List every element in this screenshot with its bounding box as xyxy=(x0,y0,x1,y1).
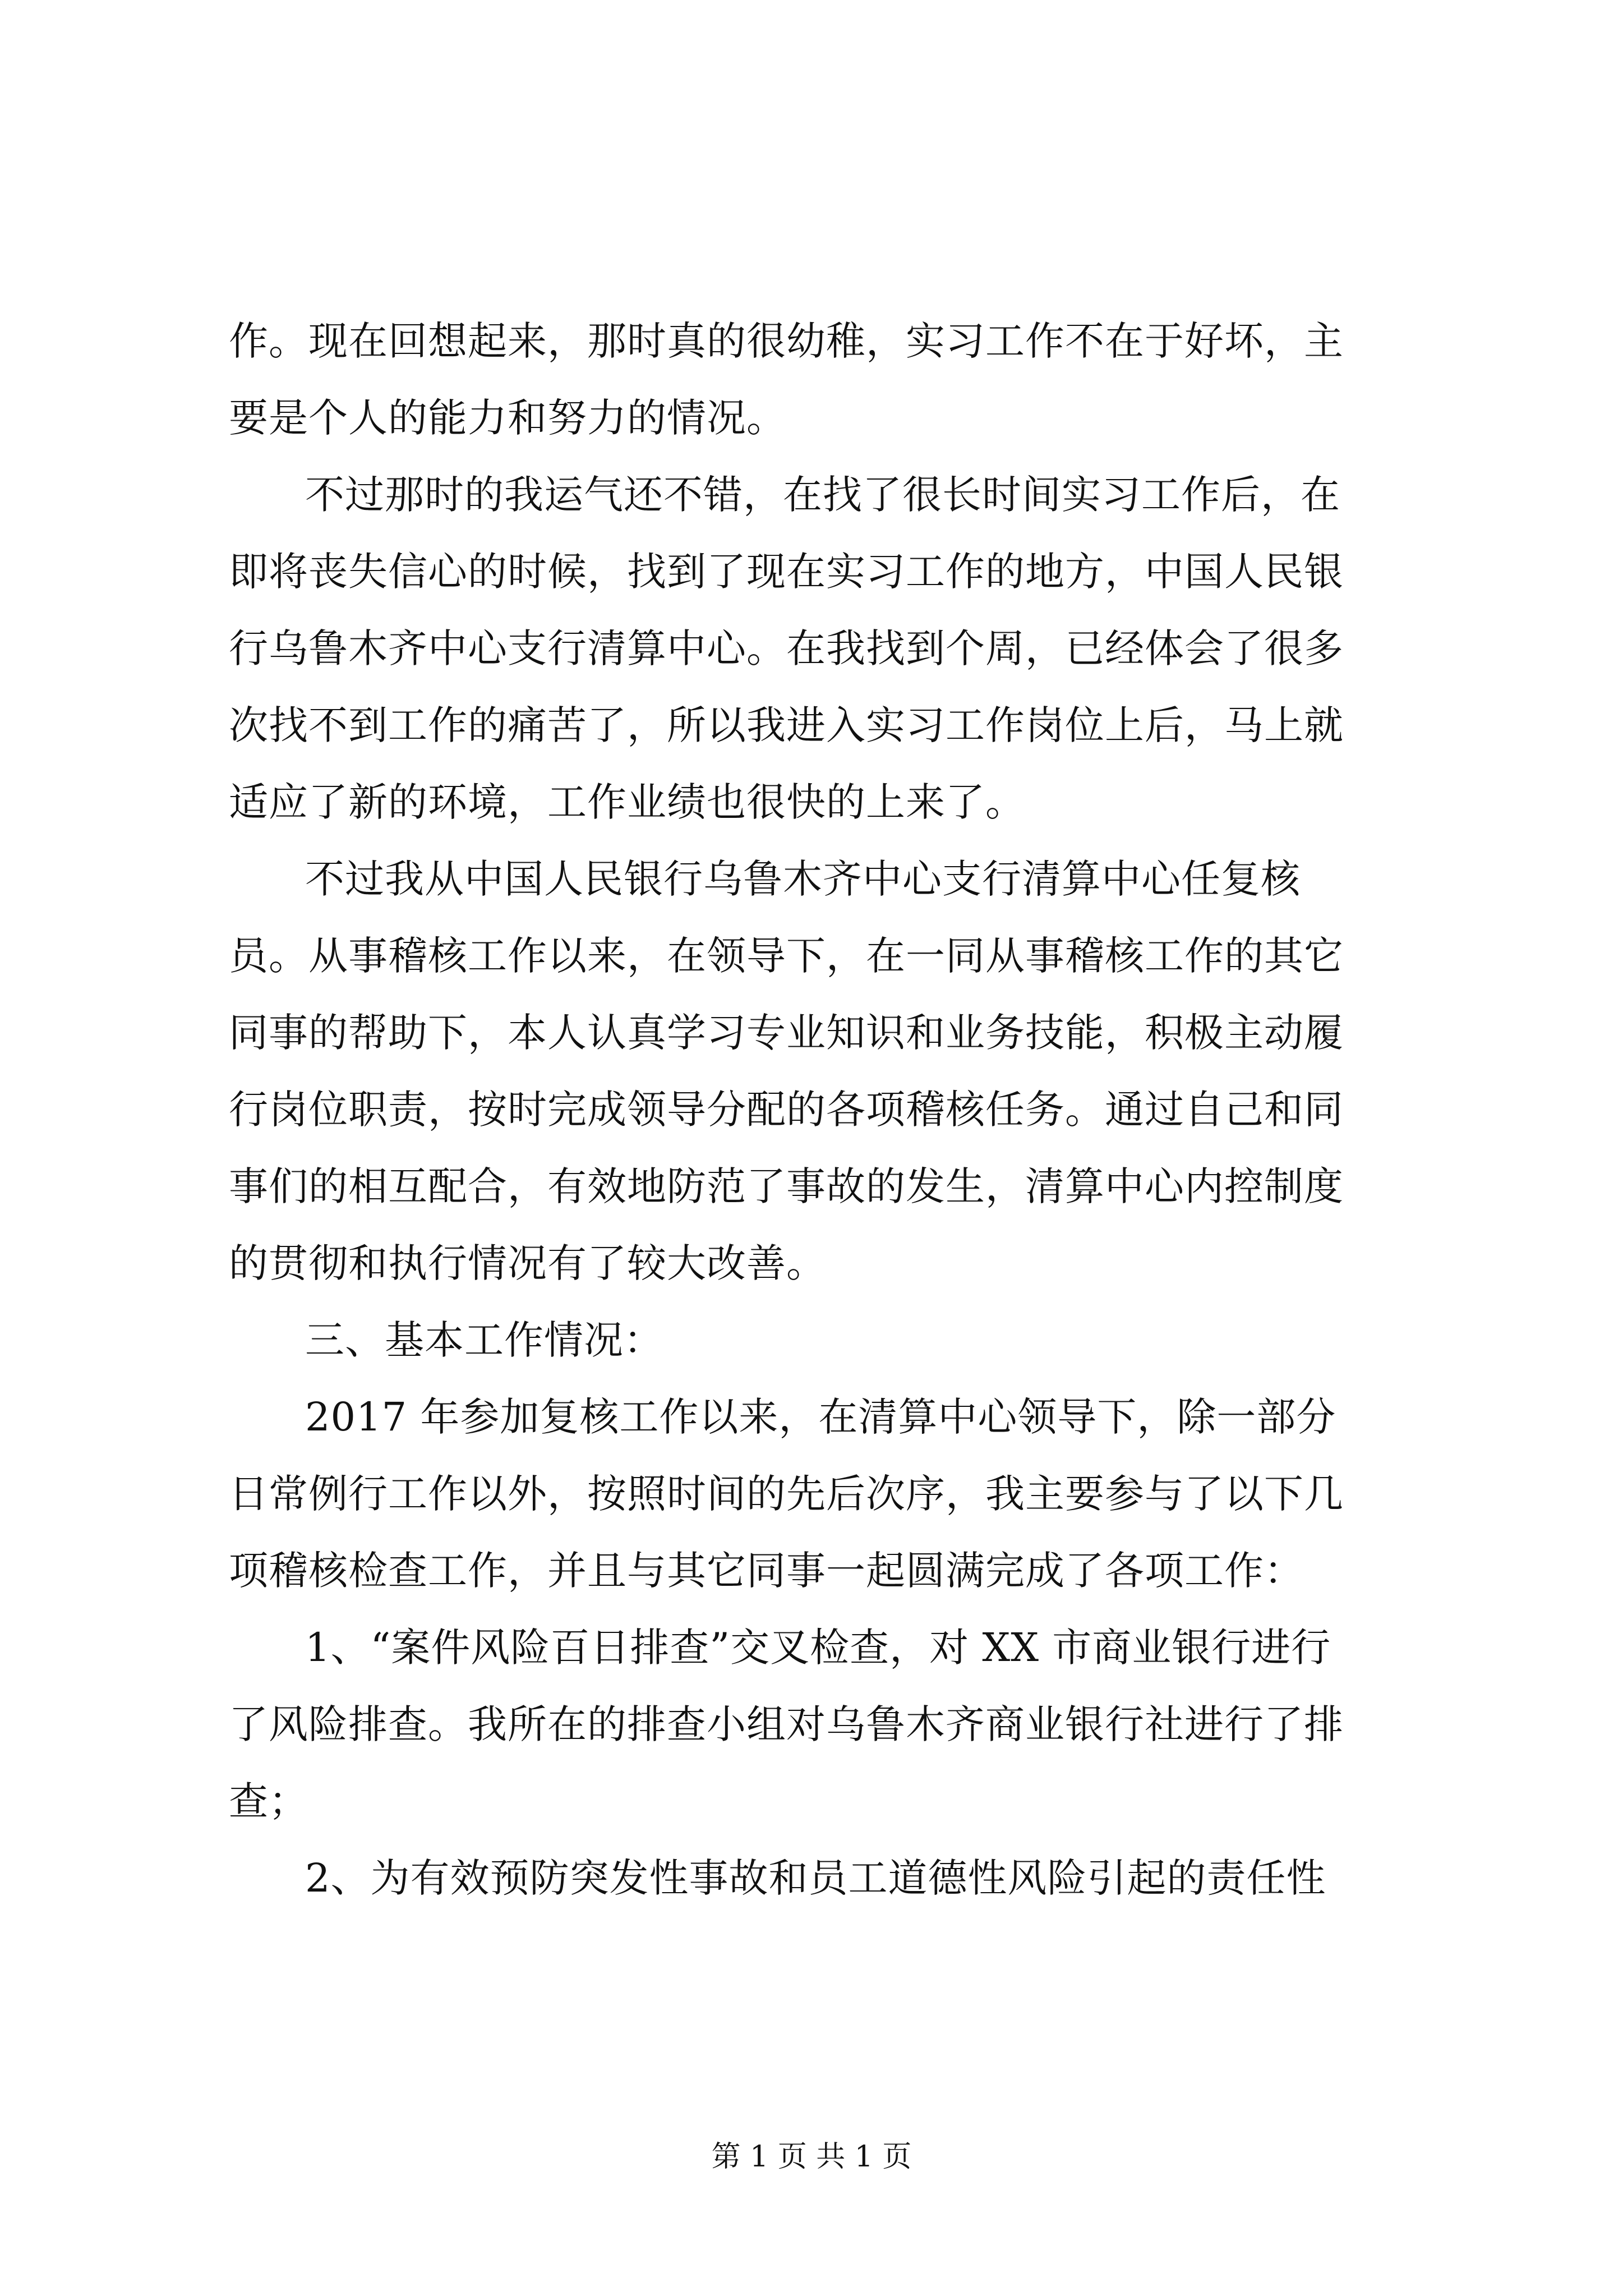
text-line: 即将丧失信心的时候，找到了现在实习工作的地方，中国人民银 xyxy=(229,549,1344,595)
text-line: 项稽核检查工作，并且与其它同事一起圆满完成了各项工作： xyxy=(229,1548,1304,1594)
text-line: 事们的相互配合，有效地防范了事故的发生，清算中心内控制度 xyxy=(229,1163,1344,1209)
text-line: 了风险排查。我所在的排查小组对乌鲁木齐商业银行社进行了排 xyxy=(229,1701,1344,1747)
text-line: 日常例行工作以外，按照时间的先后次序，我主要参与了以下几 xyxy=(229,1471,1344,1517)
text-line: 要是个人的能力和努力的情况。 xyxy=(229,395,786,441)
text-line: 行岗位职责，按时完成领导分配的各项稽核任务。通过自己和同 xyxy=(229,1087,1344,1133)
text-line: 作。现在回想起来，那时真的很幼稚，实习工作不在于好坏，主 xyxy=(229,318,1344,364)
page-footer: 第 1 页 共 1 页 xyxy=(711,2140,912,2174)
document-body xyxy=(229,303,1418,1917)
paragraph-start-line: 不过我从中国人民银行乌鲁木齐中心支行清算中心任复核 xyxy=(305,856,1301,902)
paragraph-start-line: 不过那时的我运气还不错，在找了很长时间实习工作后，在 xyxy=(305,472,1340,518)
text-line: 适应了新的环境，工作业绩也很快的上来了。 xyxy=(229,779,1025,825)
text-line: 同事的帮助下，本人认真学习专业知识和业务技能，积极主动履 xyxy=(229,1010,1344,1056)
paragraph-start-line: 2017 年参加复核工作以来，在清算中心领导下，除一部分 xyxy=(305,1394,1336,1440)
text-line: 行乌鲁木齐中心支行清算中心。在我找到个周，已经体会了很多 xyxy=(229,625,1344,671)
text-line: 的贯彻和执行情况有了较大改善。 xyxy=(229,1240,826,1286)
text-line: 员。从事稽核工作以来，在领导下，在一同从事稽核工作的其它 xyxy=(229,933,1344,979)
section-heading: 三、基本工作情况： xyxy=(305,1317,663,1363)
list-item-2-start: 2、为有效预防突发性事故和员工道德性风险引起的责任性 xyxy=(305,1855,1326,1901)
text-line: 查； xyxy=(229,1778,308,1824)
list-item-1-start: 1、“案件风险百日排查”交叉检查，对 XX 市商业银行进行 xyxy=(305,1625,1331,1671)
text-line: 次找不到工作的痛苦了，所以我进入实习工作岗位上后，马上就 xyxy=(229,702,1344,748)
